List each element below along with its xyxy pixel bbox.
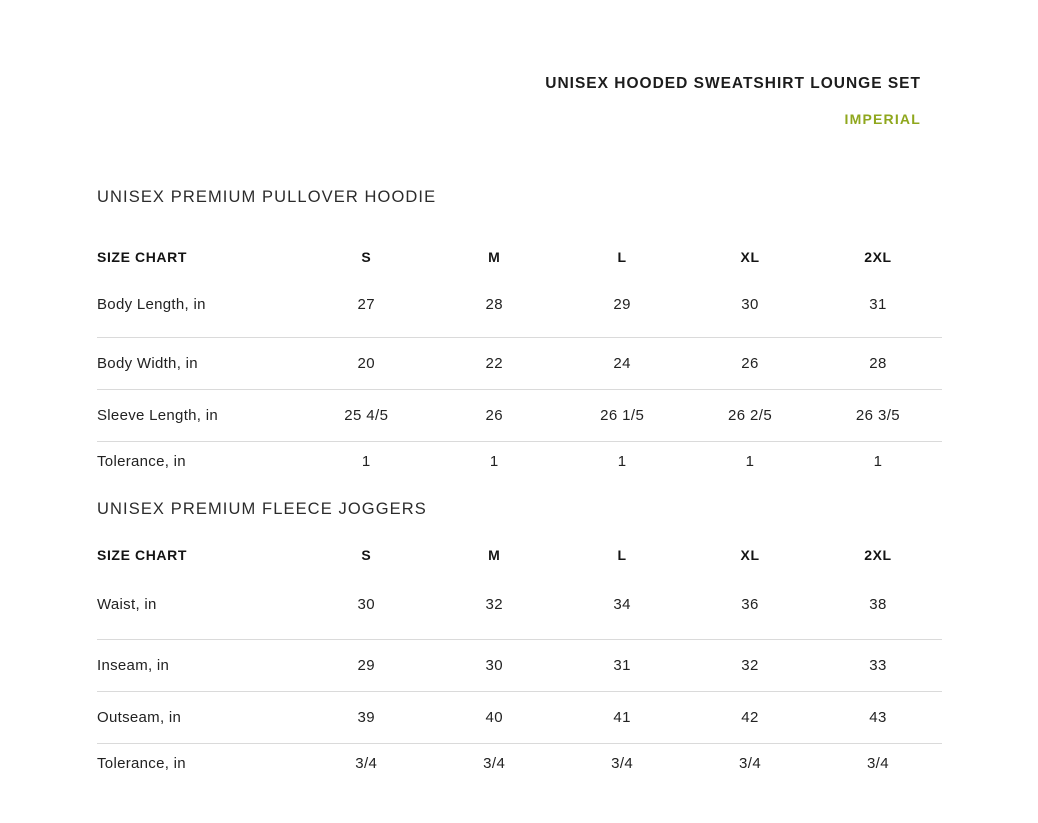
row-label: Sleeve Length, in	[97, 407, 219, 424]
table-header-row	[97, 242, 942, 272]
value-cell: 26	[485, 407, 503, 424]
table-row-tolerance	[97, 442, 942, 480]
column-header-2xl: 2XL	[864, 249, 892, 265]
value-cell: 30	[741, 296, 759, 313]
value-cell: 28	[869, 355, 887, 372]
row-label: Waist, in	[97, 596, 157, 613]
row-label: Outseam, in	[97, 709, 182, 726]
column-header-s: S	[361, 249, 372, 265]
value-cell: 25 4/5	[344, 407, 389, 424]
row-label: Tolerance, in	[97, 754, 186, 772]
row-label: Inseam, in	[97, 657, 170, 674]
value-cell: 26 2/5	[728, 407, 773, 424]
value-cell: 27	[357, 296, 376, 313]
value-cell: 3/4	[355, 754, 378, 772]
value-cell: 28	[485, 296, 503, 313]
value-cell: 32	[741, 657, 759, 674]
value-cell: 41	[613, 709, 631, 726]
row-label: Tolerance, in	[97, 452, 186, 470]
value-cell: 29	[613, 296, 631, 313]
column-header-m: M	[488, 547, 501, 563]
size-table-hoodie	[97, 242, 942, 480]
value-cell: 1	[361, 452, 371, 470]
value-cell: 1	[489, 452, 499, 470]
value-cell: 3/4	[483, 754, 506, 772]
table-row-body-length	[97, 272, 942, 338]
value-cell: 34	[613, 596, 631, 613]
value-cell: 31	[613, 657, 631, 674]
value-cell: 39	[357, 709, 376, 726]
section-heading-hoodie: UNISEX PREMIUM PULLOVER HOODIE	[97, 188, 437, 206]
value-cell: 33	[869, 657, 887, 674]
table-header-row	[97, 540, 942, 570]
section-heading-joggers: UNISEX PREMIUM FLEECE JOGGERS	[97, 500, 427, 518]
document-title: UNISEX HOODED SWEATSHIRT LOUNGE SET	[545, 75, 921, 92]
row-label: Body Length, in	[97, 296, 206, 313]
value-cell: 26	[741, 355, 759, 372]
units-label: IMPERIAL	[844, 111, 921, 127]
value-cell: 3/4	[611, 754, 634, 772]
table-row-inseam	[97, 640, 942, 692]
value-cell: 20	[357, 355, 376, 372]
value-cell: 32	[485, 596, 503, 613]
value-cell: 22	[485, 355, 503, 372]
value-cell: 3/4	[739, 754, 762, 772]
size-chart-document	[97, 74, 942, 782]
column-header-xl: XL	[740, 547, 760, 563]
value-cell: 38	[869, 596, 887, 613]
value-cell: 3/4	[866, 754, 889, 772]
column-header-l: L	[617, 249, 627, 265]
value-cell: 24	[613, 355, 631, 372]
table-row-waist	[97, 570, 942, 640]
value-cell: 31	[869, 296, 887, 313]
size-table-joggers	[97, 540, 942, 782]
value-cell: 1	[617, 452, 627, 470]
value-cell: 40	[485, 709, 503, 726]
document-header	[97, 74, 942, 128]
table-row-outseam	[97, 692, 942, 744]
value-cell: 43	[869, 709, 887, 726]
value-cell: 1	[873, 452, 883, 470]
value-cell: 36	[741, 596, 759, 613]
value-cell: 26 3/5	[855, 407, 901, 424]
column-header-m: M	[488, 249, 501, 265]
column-header-xl: XL	[740, 249, 760, 265]
value-cell: 30	[485, 657, 503, 674]
table-row-body-width	[97, 338, 942, 390]
column-header-size-chart: SIZE CHART	[97, 547, 187, 563]
column-header-size-chart: SIZE CHART	[97, 249, 187, 265]
value-cell: 30	[357, 596, 376, 613]
table-row-sleeve-length	[97, 390, 942, 442]
value-cell: 29	[357, 657, 376, 674]
value-cell: 1	[745, 452, 755, 470]
column-header-2xl: 2XL	[864, 547, 892, 563]
value-cell: 42	[741, 709, 759, 726]
column-header-l: L	[617, 547, 627, 563]
column-header-s: S	[361, 547, 372, 563]
value-cell: 26 1/5	[600, 407, 645, 424]
row-label: Body Width, in	[97, 355, 198, 372]
table-row-tolerance	[97, 744, 942, 782]
